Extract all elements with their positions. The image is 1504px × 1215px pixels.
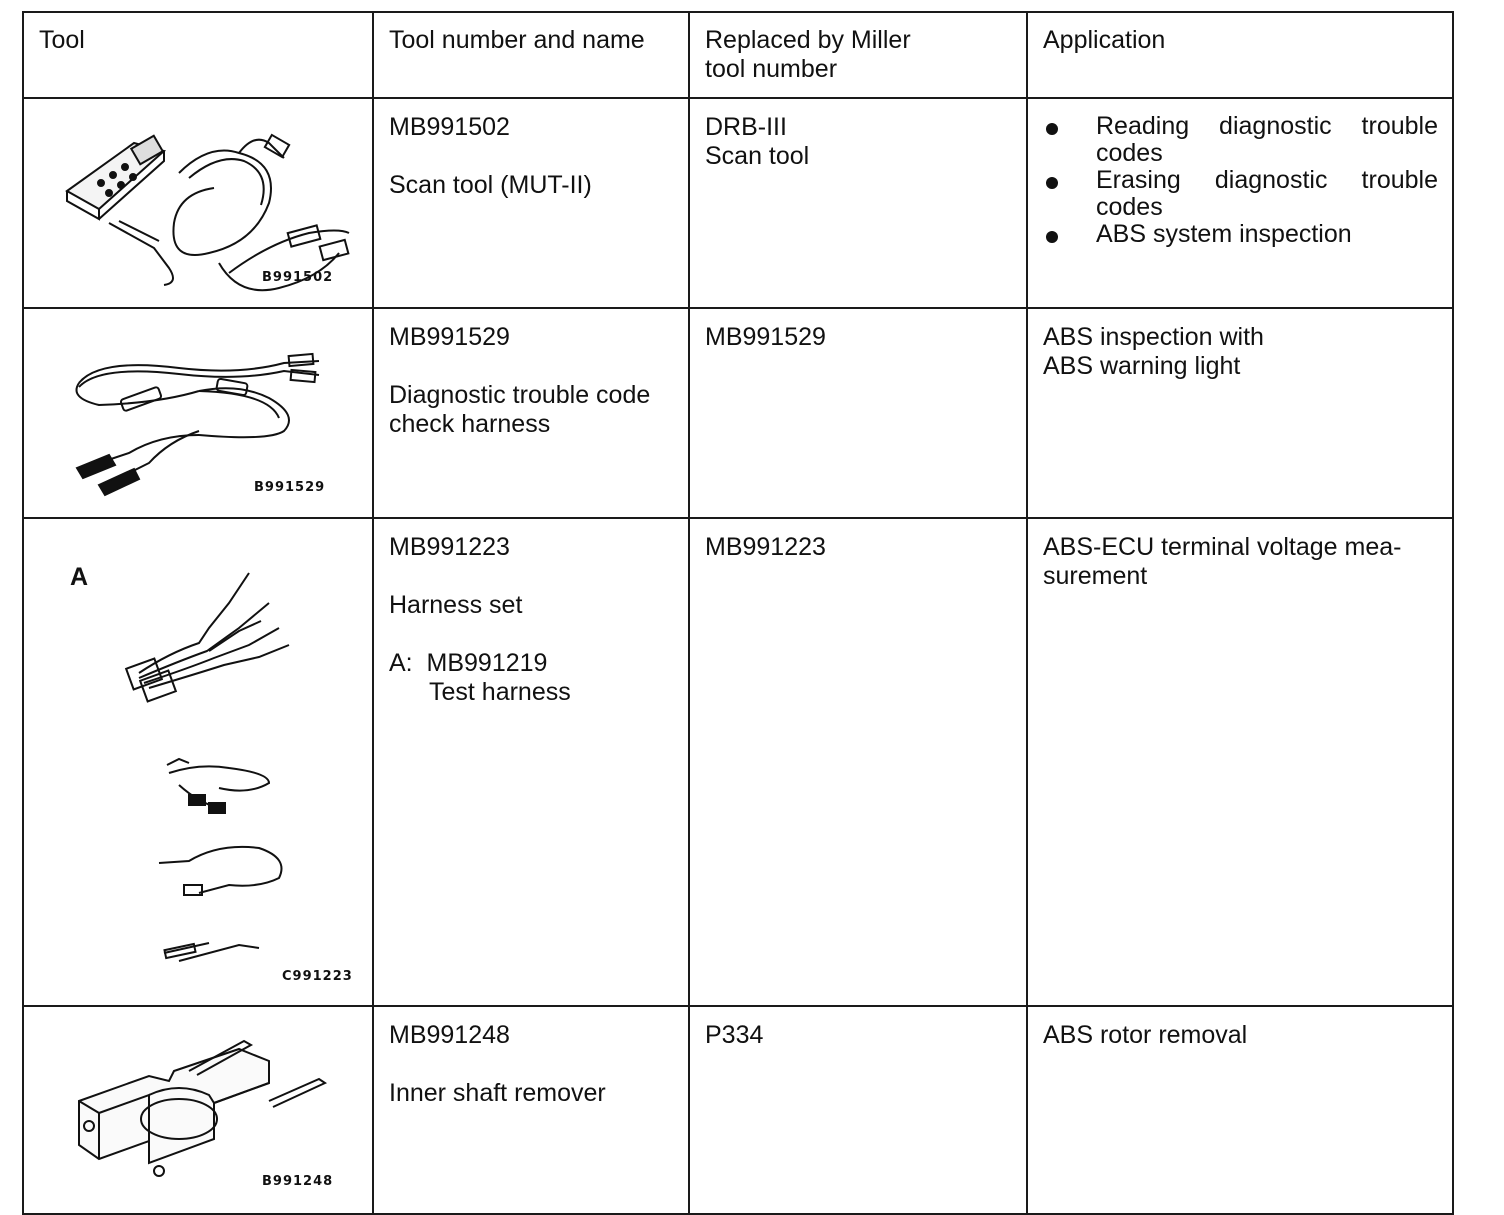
header-replaced-by: Replaced by Miller tool number [689,12,1027,98]
application-cell [1027,518,1453,1006]
tool-number: MB991223 [389,533,510,561]
tool-number: MB991248 [389,1021,510,1049]
list-item: Erasing diagnostic trouble codes [1043,167,1438,221]
replaced-by-number: DRB-III [705,113,787,141]
tool-name: Diagnostic trouble code check harness [389,381,651,438]
replaced-by-name: Scan tool [705,142,810,170]
replaced-by-cell [689,518,1027,1006]
sub-tool [389,649,674,678]
application-text: ABS inspection with ABS warning light [1043,323,1264,380]
tool-image-caption: C991223 [282,969,353,984]
tool-name: Inner shaft remover [389,1079,606,1107]
harness-set-illustration-icon [39,533,373,1005]
header-tool-number-name: Tool number and name [373,12,689,98]
application-list [1043,113,1438,248]
tool-name: Scan tool (MUT-II) [389,171,592,199]
list-item: Reading diagnostic trouble codes [1043,113,1438,167]
tool-image-cell [23,98,373,308]
table-row [23,518,1453,1006]
header-row [23,12,1453,98]
application-cell [1027,308,1453,518]
tool-image-caption: B991529 [254,480,326,495]
application-text: ABS rotor removal [1043,1021,1248,1049]
header-application: Application [1027,12,1453,98]
replaced-by-cell [689,308,1027,518]
tool-image-caption: B991248 [262,1174,334,1189]
tool-image-cell [23,1006,373,1214]
tool-image-cell [23,518,373,1006]
tool-number: MB991502 [389,113,510,141]
list-item: ABS system inspection [1043,221,1438,248]
sub-tool-number: MB991219 [426,649,548,677]
replaced-by-cell [689,98,1027,308]
header-tool: Tool [23,12,373,98]
application-text: ABS-ECU terminal voltage mea-surement [1043,533,1402,590]
table-row [23,98,1453,308]
replaced-by-number: MB991223 [705,533,826,561]
special-tools-table [22,11,1454,1215]
image-marker: A [70,563,89,591]
tool-number: MB991529 [389,323,510,351]
tool-image-cell [23,308,373,518]
tool-number-name-cell [373,518,689,1006]
application-cell [1027,1006,1453,1214]
table-row [23,1006,1453,1214]
tool-number-name-cell [373,308,689,518]
tool-number-name-cell [373,1006,689,1214]
replaced-by-number: P334 [705,1021,764,1049]
tool-image-caption: B991502 [262,270,334,285]
replaced-by-cell [689,1006,1027,1214]
sub-tool-name: Test harness [429,678,571,706]
application-cell [1027,98,1453,308]
sub-tool-label: A: [389,649,413,677]
table-row [23,308,1453,518]
tool-name: Harness set [389,591,523,619]
tool-number-name-cell [373,98,689,308]
replaced-by-number: MB991529 [705,323,826,351]
